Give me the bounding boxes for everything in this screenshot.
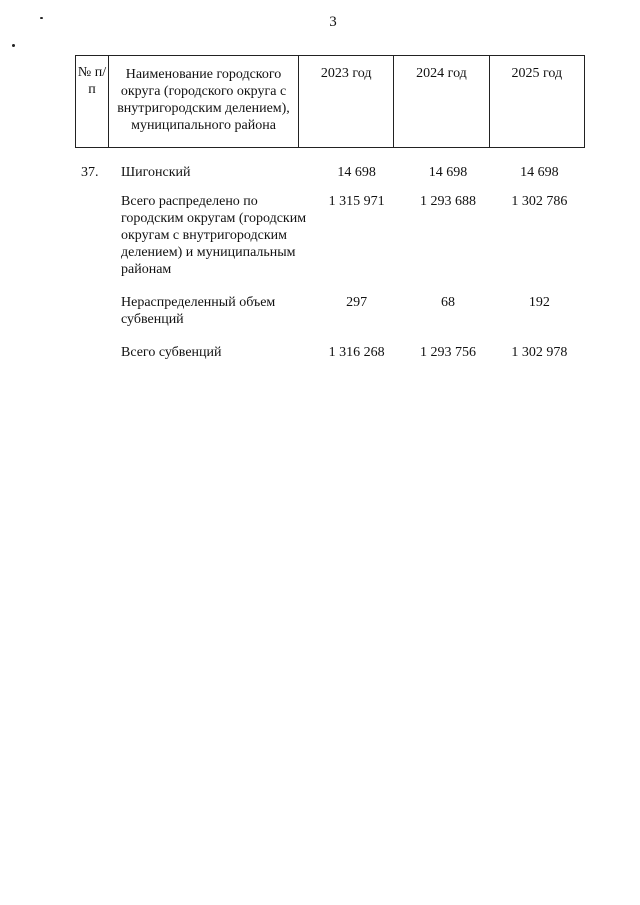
header-2025: 2025 год <box>489 56 584 148</box>
row-name: Всего субвенций <box>121 345 222 360</box>
value-2025: 1 302 978 <box>511 345 568 360</box>
row-name: Нераспределенный объем субвенций <box>121 295 276 327</box>
value-2025: 192 <box>528 295 550 310</box>
value-2023: 297 <box>346 295 368 310</box>
header-2023: 2023 год <box>299 56 394 148</box>
scan-speck <box>40 17 43 19</box>
row-number <box>75 193 111 294</box>
row-number: 37. <box>81 165 99 180</box>
header-2024: 2024 год <box>394 56 489 148</box>
header-number: № п/п <box>76 56 109 148</box>
value-2025: 14 698 <box>520 165 559 180</box>
value-2023: 1 315 971 <box>328 194 385 209</box>
row-number <box>75 294 111 344</box>
table-row <box>75 158 585 193</box>
row-name: Всего распределено по городским округам (городским округам с внутригородским делением) и муниципальным районам <box>121 194 307 277</box>
row-name: Шигонский <box>121 165 191 180</box>
table-row <box>75 344 585 361</box>
table-body <box>75 158 585 361</box>
table-row <box>75 294 585 344</box>
value-2024: 14 698 <box>428 165 468 180</box>
value-2024: 1 293 756 <box>419 345 476 360</box>
scan-speck <box>12 44 15 47</box>
value-2024: 68 <box>440 295 455 310</box>
value-2023: 1 316 268 <box>328 345 385 360</box>
row-number <box>75 344 111 361</box>
value-2025: 1 302 786 <box>511 194 568 209</box>
table-row <box>75 193 585 294</box>
page-number: 3 <box>329 14 337 30</box>
value-2024: 1 293 688 <box>419 194 476 209</box>
table-header <box>75 55 585 148</box>
value-2023: 14 698 <box>337 165 376 180</box>
header-name: Наименование городского округа (городского округа с внутригородским делением), муниципального района <box>109 56 299 148</box>
